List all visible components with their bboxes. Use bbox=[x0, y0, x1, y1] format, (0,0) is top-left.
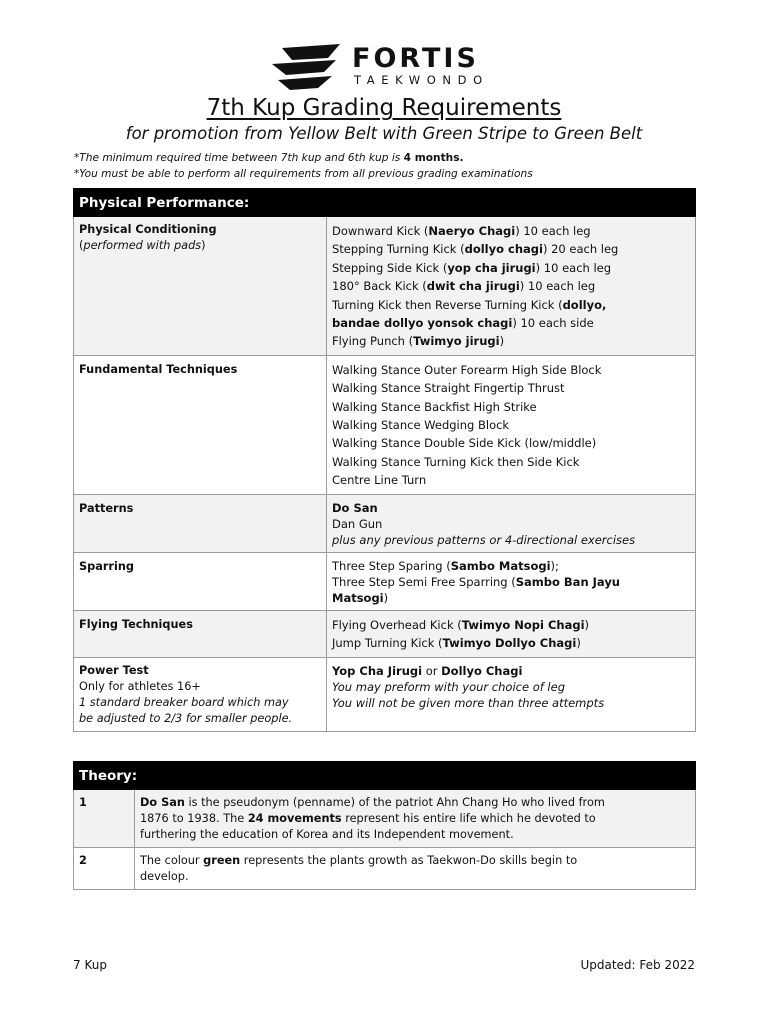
physical-performance-header: Physical Performance: bbox=[74, 189, 696, 217]
list-item: Three Step Semi Free Sparring (Sambo Ban Jayu bbox=[332, 574, 620, 589]
patterns-label-cell bbox=[74, 494, 327, 552]
list-item: bandae dollyo yonsok chagi) 10 each side bbox=[332, 316, 594, 331]
power-attempts-note: You will not be given more than three attempts bbox=[332, 695, 605, 710]
sparring-label-cell bbox=[74, 552, 327, 610]
table-row bbox=[74, 494, 696, 552]
theory-text: The colour green represents the plants growth as Taekwon-Do skills begin to develop. bbox=[135, 848, 696, 890]
power-label-cell bbox=[74, 657, 327, 731]
table-row bbox=[74, 355, 696, 494]
table-row bbox=[74, 610, 696, 657]
brand-name: FORTIS bbox=[352, 43, 479, 74]
power-label: Power Test bbox=[79, 663, 149, 677]
flying-label: Flying Techniques bbox=[79, 617, 193, 631]
theory-header: Theory: bbox=[74, 762, 696, 790]
conditioning-sublabel: (performed with pads) bbox=[79, 239, 206, 252]
theory-text: Do San is the pseudonym (penname) of the patriot Ahn Chang Ho who lived from 1876 to 1938. The 24 movements represent his entire life which he devoted to furthering the education of Korea and its Independent movement. bbox=[135, 790, 696, 848]
list-item: Walking Stance Turning Kick then Side Kick bbox=[332, 454, 580, 469]
conditioning-label-cell bbox=[74, 217, 327, 356]
page-subtitle: for promotion from Yellow Belt with Green Stripe to Green Belt bbox=[125, 124, 643, 143]
table-row bbox=[74, 848, 696, 890]
list-item: 180° Back Kick (dwit cha jirugi) 10 each leg bbox=[332, 279, 596, 294]
sparring-items bbox=[327, 552, 696, 610]
notes bbox=[74, 150, 714, 182]
power-board-note: 1 standard breaker board which may bbox=[79, 695, 289, 709]
brand-subtitle: TAEKWONDO bbox=[354, 73, 489, 87]
wing-logo-icon bbox=[268, 42, 346, 92]
list-item: Flying Punch (Twimyo jirugi) bbox=[332, 334, 505, 349]
theory-number: 2 bbox=[74, 848, 135, 890]
list-item: Jump Turning Kick (Twimyo Dollyo Chagi) bbox=[332, 636, 581, 651]
patterns-items bbox=[327, 494, 696, 552]
fundamental-items bbox=[327, 355, 696, 494]
conditioning-label: Physical Conditioning bbox=[79, 223, 217, 236]
power-techniques: Yop Cha Jirugi or Dollyo Chagi bbox=[332, 663, 523, 678]
list-item: Walking Stance Straight Fingertip Thrust bbox=[332, 381, 565, 396]
fortis-logo bbox=[268, 40, 504, 94]
list-item: Stepping Side Kick (yop cha jirugi) 10 each leg bbox=[332, 260, 612, 275]
table-row bbox=[74, 790, 696, 848]
pattern-dan-gun: Dan Gun bbox=[332, 516, 383, 531]
table-row bbox=[74, 552, 696, 610]
theory-number: 1 bbox=[74, 790, 135, 848]
list-item: Downward Kick (Naeryo Chagi) 10 each leg bbox=[332, 224, 591, 238]
conditioning-items bbox=[327, 217, 696, 356]
patterns-label: Patterns bbox=[79, 501, 134, 515]
power-board-note-2: be adjusted to 2/3 for smaller people. bbox=[79, 711, 293, 725]
patterns-note: plus any previous patterns or 4-directional exercises bbox=[332, 532, 636, 547]
footer-updated: Updated: Feb 2022 bbox=[580, 958, 695, 972]
note-previous-requirements: *You must be able to perform all requirements from all previous grading examinations bbox=[74, 168, 533, 180]
pattern-do-san: Do San bbox=[332, 500, 378, 515]
table-row bbox=[74, 217, 696, 356]
power-leg-note: You may preform with your choice of leg bbox=[332, 679, 565, 694]
flying-label-cell bbox=[74, 610, 327, 657]
theory-table bbox=[73, 761, 696, 890]
footer-grade: 7 Kup bbox=[73, 958, 107, 972]
fundamental-label: Fundamental Techniques bbox=[79, 362, 238, 376]
note-min-time: *The minimum required time between 7th kup and 6th kup is 4 months. bbox=[74, 152, 464, 164]
list-item: Stepping Turning Kick (dollyo chagi) 20 each leg bbox=[332, 242, 619, 257]
flying-items bbox=[327, 610, 696, 657]
list-item: Three Step Sparing (Sambo Matsogi); bbox=[332, 558, 559, 573]
list-item: Walking Stance Outer Forearm High Side Block bbox=[332, 362, 602, 377]
fundamental-label-cell bbox=[74, 355, 327, 494]
power-age-note: Only for athletes 16+ bbox=[79, 679, 201, 693]
sparring-label: Sparring bbox=[79, 559, 134, 573]
power-items bbox=[327, 657, 696, 731]
physical-performance-table bbox=[73, 188, 696, 732]
page-title: 7th Kup Grading Requirements bbox=[206, 95, 562, 121]
list-item: Flying Overhead Kick (Twimyo Nopi Chagi) bbox=[332, 617, 590, 632]
list-item: Walking Stance Backfist High Strike bbox=[332, 399, 537, 414]
list-item: Centre Line Turn bbox=[332, 473, 427, 488]
list-item: Turning Kick then Reverse Turning Kick (dollyo, bbox=[332, 297, 607, 312]
list-item: Walking Stance Double Side Kick (low/middle) bbox=[332, 436, 597, 451]
list-item: Matsogi) bbox=[332, 590, 389, 605]
table-row bbox=[74, 657, 696, 731]
list-item: Walking Stance Wedging Block bbox=[332, 418, 510, 433]
